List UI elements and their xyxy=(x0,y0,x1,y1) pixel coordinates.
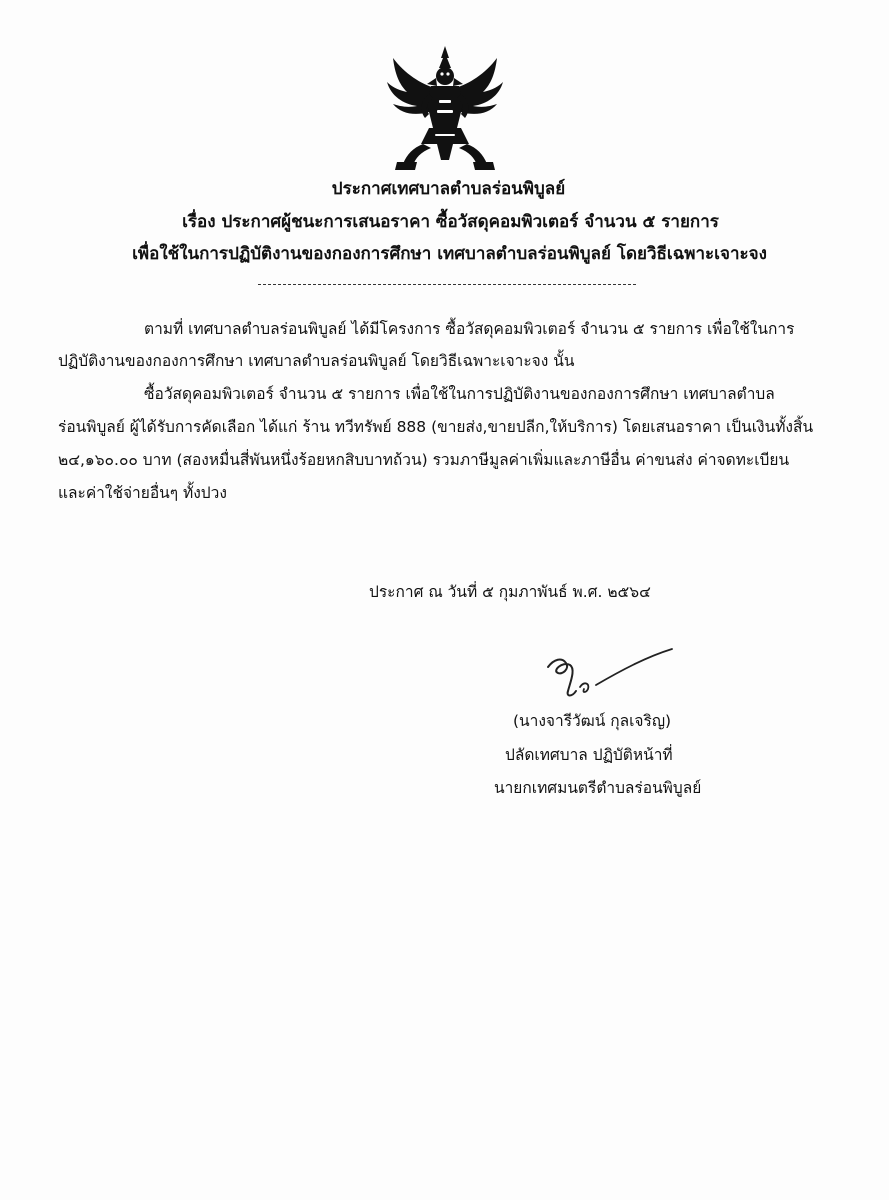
signatory-position: ปลัดเทศบาล ปฏิบัติหน้าที่ xyxy=(505,746,673,764)
garuda-emblem-icon xyxy=(383,44,507,172)
announcement-date: ประกาศ ณ วันที่ ๕ กุมภาพันธ์ พ.ศ. ๒๕๖๔ xyxy=(369,583,651,601)
body-paragraph-line: ร่อนพิบูลย์ ผู้ได้รับการคัดเลือก ได้แก่ ร้าน ทวีทรัพย์ 888 (ขายส่ง,ขายปลีก,ให้บริการ) โดยเสนอราคา เป็นเงินทั้งสิ้น xyxy=(58,418,814,436)
header-divider xyxy=(258,284,636,285)
announcement-purpose: เพื่อใช้ในการปฏิบัติงานของกองการศึกษา เทศบาลตำบลร่อนพิบูลย์ โดยวิธีเฉพาะเจาะจง xyxy=(132,244,767,264)
body-paragraph-line: ตามที่ เทศบาลตำบลร่อนพิบูลย์ ได้มีโครงการ ซื้อวัสดุคอมพิวเตอร์ จำนวน ๕ รายการ เพื่อใช้ในการ xyxy=(144,320,795,338)
body-paragraph-line: และค่าใช้จ่ายอื่นๆ ทั้งปวง xyxy=(58,484,227,502)
body-paragraph-line: ซื้อวัสดุคอมพิวเตอร์ จำนวน ๕ รายการ เพื่อใช้ในการปฏิบัติงานของกองการศึกษา เทศบาลตำบล xyxy=(144,385,775,403)
announcement-subject: เรื่อง ประกาศผู้ชนะการเสนอราคา ซื้อวัสดุคอมพิวเตอร์ จำนวน ๕ รายการ xyxy=(182,212,719,232)
announcement-title: ประกาศเทศบาลตำบลร่อนพิบูลย์ xyxy=(331,179,566,199)
body-paragraph-line: ปฏิบัติงานของกองการศึกษา เทศบาลตำบลร่อนพิบูลย์ โดยวิธีเฉพาะเจาะจง นั้น xyxy=(58,352,575,370)
signatory-name: (นางจารีวัฒน์ กุลเจริญ) xyxy=(513,712,672,730)
body-paragraph-line: ๒๔,๑๖๐.๐๐ บาท (สองหมื่นสี่พันหนึ่งร้อยหกสิบบาทถ้วน) รวมภาษีมูลค่าเพิ่มและภาษีอื่น ค่าขนส่ง ค่าจดทะเบียน xyxy=(58,451,790,469)
handwritten-signature xyxy=(540,645,680,705)
signatory-office: นายกเทศมนตรีตำบลร่อนพิบูลย์ xyxy=(494,779,702,797)
